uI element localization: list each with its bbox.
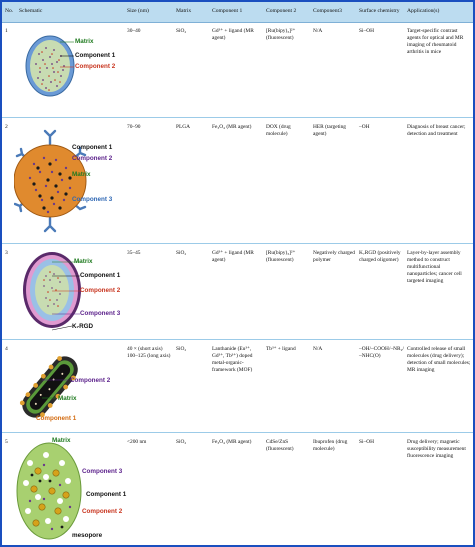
label-matrix: Matrix xyxy=(52,437,71,444)
label-component-1: Component 1 xyxy=(72,144,113,151)
component-2-value: [Ru(bipy)₃]²⁺ (fluorescent) xyxy=(266,28,296,41)
size-value: 30–40 xyxy=(127,28,141,34)
header-component-3: Component3 xyxy=(313,8,342,14)
label-component-1: Component 1 xyxy=(86,491,127,498)
header-schematic: Schematic xyxy=(19,8,43,14)
component-2-value: CdSe/ZnS (fluorescent) xyxy=(266,439,294,452)
label-component-1: Component 1 xyxy=(80,272,121,279)
component-3-value: Negatively charged polymer xyxy=(313,250,355,263)
surface-chemistry-value: Si–OH xyxy=(359,28,374,34)
component-2-value: DOX (drug molecule) xyxy=(266,124,291,137)
label-component-1: Component 1 xyxy=(75,52,116,59)
row-number: 2 xyxy=(5,124,8,130)
label-component-2: Component 2 xyxy=(70,377,111,384)
label-component-2: Component 2 xyxy=(80,287,121,294)
matrix-value: SiO₂ xyxy=(176,250,187,256)
applications-value: Target-specific contrast agents for optical and MR imaging of rheumatoid arthritis in mice xyxy=(407,28,464,55)
label-component-2: Component 2 xyxy=(82,508,123,515)
header-component-2: Component 2 xyxy=(266,8,297,14)
header-applications: Application(s) xyxy=(407,8,440,14)
table-row xyxy=(2,118,473,243)
matrix-value: SiO₂ xyxy=(176,28,187,34)
surface-chemistry-value: K₇RGD (positively charged oligomer) xyxy=(359,250,401,263)
component-3-value: N/A xyxy=(313,28,323,34)
size-value: 70–90 xyxy=(127,124,141,130)
label-component-3: Component 3 xyxy=(82,468,123,475)
label-component-3: Component 3 xyxy=(72,196,113,203)
applications-value: Controlled release of small molecules (drug delivery); detection of small molecules; MR imaging xyxy=(407,346,471,373)
label-leader-lines-3 xyxy=(52,254,84,334)
surface-chemistry-value: –OH xyxy=(359,124,370,130)
component-1-value: Lanthanide (Eu³⁺, Gd³⁺, Tb³⁺) doped metal-organic-framework (MOF) xyxy=(212,346,253,373)
applications-value: Diagnosis of breast cancer; detection and treatment xyxy=(407,124,466,137)
header-no: No. xyxy=(5,8,14,14)
table-row xyxy=(2,22,473,117)
applications-value: Layer-by-layer assembly method to construct multifunctional nanoparticles; cancer cell targeted imaging xyxy=(407,250,462,284)
label-component-2: Component 2 xyxy=(75,63,116,70)
header-component-1: Component 1 xyxy=(212,8,243,14)
label-mesopore: mesopore xyxy=(72,532,103,539)
surface-chemistry-value: –OH/–COOH/–NR₂/ –NHC(O) xyxy=(359,346,405,359)
header-matrix: Matrix xyxy=(176,8,192,14)
matrix-value: SiO₂ xyxy=(176,439,187,445)
label-component-3: Component 3 xyxy=(80,310,121,317)
header-surface-chemistry: Surface chemistry xyxy=(359,8,400,14)
row-number: 3 xyxy=(5,250,8,256)
component-3-value: Ibuprofen (drug molecule) xyxy=(313,439,348,452)
label-matrix: Matrix xyxy=(75,38,94,45)
label-matrix: Matrix xyxy=(72,171,91,178)
label-matrix: Matrix xyxy=(58,395,77,402)
size-value: <200 nm xyxy=(127,439,147,445)
header-size: Size (nm) xyxy=(127,8,149,14)
table-row xyxy=(2,244,473,339)
table-row xyxy=(2,340,473,432)
matrix-value: PLGA xyxy=(176,124,191,130)
matrix-value: SiO₂ xyxy=(176,346,187,352)
row-number: 5 xyxy=(5,439,8,445)
component-2-value: [Ru(bipy)₃]²⁺ (fluorescent) xyxy=(266,250,296,263)
component-1-value: Fe₃O₄ (MR agent) xyxy=(212,439,252,445)
table-header xyxy=(2,2,473,23)
size-value: 35–45 xyxy=(127,250,141,256)
component-3-value: N/A xyxy=(313,346,323,352)
label-component-1: Component 1 xyxy=(36,415,77,422)
size-value: 40 × (short axis) 100–125 (long axis) xyxy=(127,346,171,359)
component-1-value: Gd³⁺ + ligand (MR agent) xyxy=(212,28,254,41)
applications-value: Drug delivery; magnetic susceptibility measurement fluorescence imaging xyxy=(407,439,466,459)
component-2-value: Tb³⁺ + ligand xyxy=(266,346,296,352)
nanoparticle-schematic-5 xyxy=(16,441,82,541)
row-number: 4 xyxy=(5,346,8,352)
component-1-value: Gd³⁺ + ligand (MR agent) xyxy=(212,250,254,263)
row-number: 1 xyxy=(5,28,8,34)
component-3-value: HER (targeting agent) xyxy=(313,124,346,137)
component-1-value: Fe₃O₄ (MR agent) xyxy=(212,124,252,130)
surface-chemistry-value: Si–OH xyxy=(359,439,374,445)
table-row xyxy=(2,433,473,545)
label-matrix: Matrix xyxy=(74,258,93,265)
label-component-2: Component 2 xyxy=(72,155,113,162)
label-k7rgd: K₇RGD xyxy=(72,323,94,330)
